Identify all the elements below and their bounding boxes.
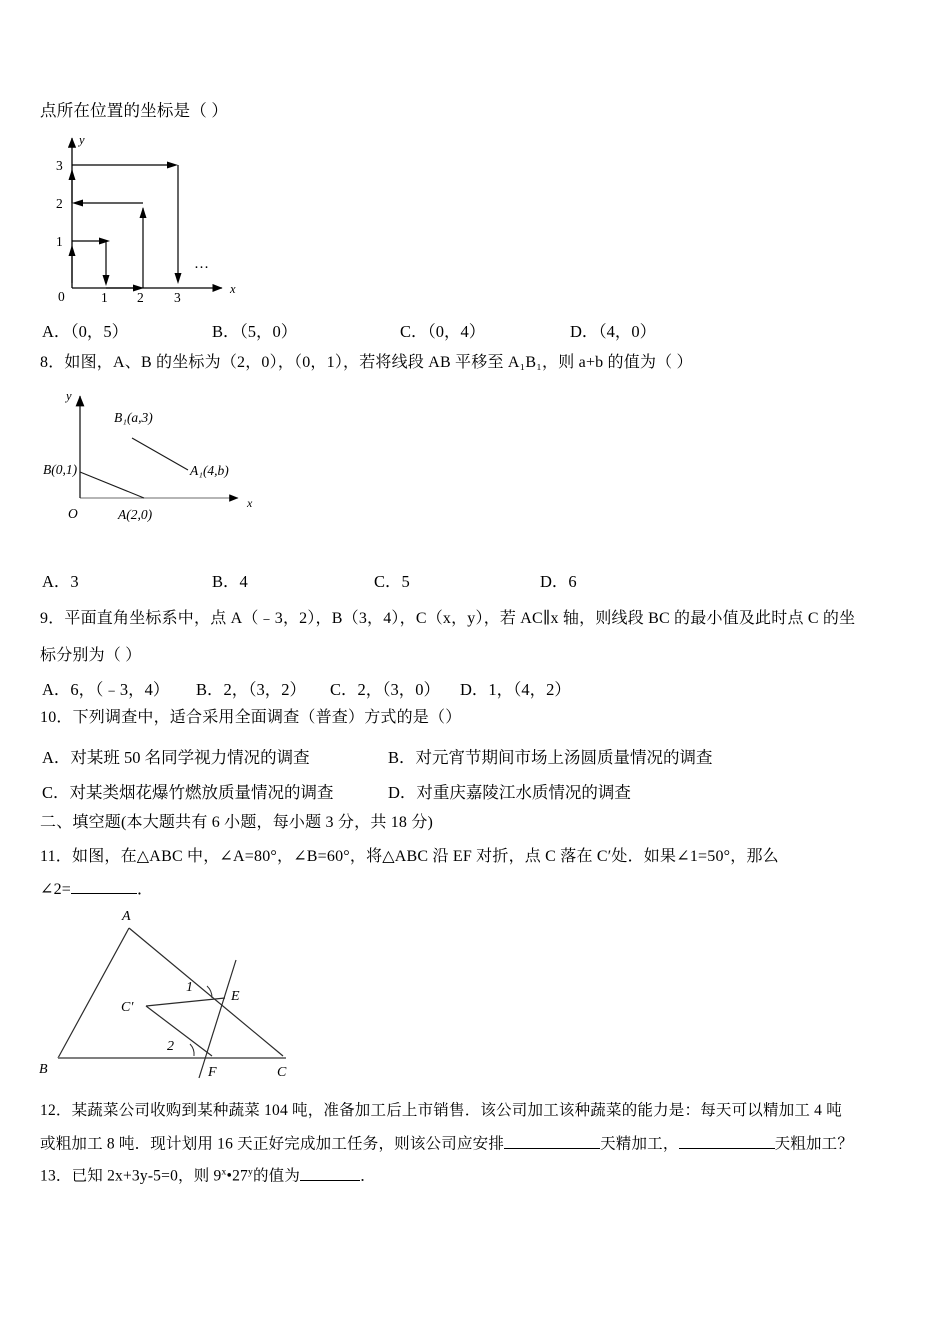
q11-label-c-prime: C′ (121, 1000, 134, 1015)
q8-options-row (0, 568, 950, 592)
q9-option-b-key: B． (196, 680, 224, 699)
q9-options-row (0, 676, 950, 700)
q7-option-a-text: （0，5） (70, 322, 129, 341)
q11-label-c: C (277, 1065, 287, 1080)
q8-option-a[interactable] (42, 568, 79, 592)
q11-label-a: A (122, 909, 131, 924)
q12-line2-part1: 或粗加工 8 吨．现计划用 16 天正好完成加工任务，则该公司应安排 (40, 1135, 505, 1153)
q8-stem: 8．如图，A、B 的坐标为（2，0），（0，1），若将线段 AB 平移至 A₁B₁，则 a+b 的值为（ ） (40, 354, 693, 371)
q7-option-b[interactable] (212, 318, 297, 342)
q7-option-d-key: D． (570, 322, 599, 341)
q8-origin-label: O (68, 506, 78, 521)
q7-ytick-1: 1 (56, 234, 63, 249)
q10-option-a-text: 对某班 50 名同学视力情况的调查 (70, 748, 310, 767)
q8-option-b-key: B． (212, 572, 240, 591)
q8-option-d[interactable] (540, 568, 577, 592)
q13-exponent-y: y (247, 1166, 253, 1178)
q11-label-f: F (208, 1065, 217, 1080)
q11-answer-blank[interactable] (71, 878, 137, 894)
q9-option-a[interactable] (42, 676, 169, 700)
q9-option-a-text: 6，（﹣3，4） (70, 680, 170, 699)
q8-label-a1: A₁(4,b) (190, 463, 229, 478)
q9-option-c-text: 2，（3，0） (357, 680, 441, 699)
q13-tail: ． (360, 1167, 376, 1185)
folded-triangle-figure (34, 906, 334, 1096)
q7-figure-staircase-graph (44, 128, 244, 303)
section2-heading: 二、填空题(本大题共有 6 小题，每小题 3 分，共 18 分) (40, 814, 434, 831)
q12-line2-part3: 天粗加工？ (774, 1135, 854, 1153)
q7-options-row (0, 318, 950, 342)
q8-y-axis-label: y (66, 389, 72, 403)
q8-option-c-key: C． (374, 572, 402, 591)
q9-option-a-key: A． (42, 680, 71, 699)
q11-label-b: B (39, 1062, 48, 1077)
q7-ellipsis: … (194, 256, 210, 272)
q13-mid: •27 (226, 1167, 248, 1185)
q7-xtick-2: 2 (137, 290, 144, 303)
q10-option-d-key: D． (388, 783, 417, 802)
q8-label-a: A(2,0) (118, 507, 153, 522)
q12-blank-fine[interactable] (504, 1133, 600, 1149)
q13-suffix: 的值为 (252, 1167, 301, 1185)
q8-label-b1: B₁(a,3) (114, 410, 153, 425)
q10-options-row-1 (0, 744, 950, 768)
q9-option-d[interactable] (460, 676, 571, 700)
q13-answer-blank[interactable] (300, 1165, 360, 1181)
q13-exponent-x: x (221, 1166, 227, 1178)
q8-option-a-text: 3 (70, 572, 79, 591)
q7-xtick-3: 3 (174, 290, 181, 303)
q9-option-c-key: C． (330, 680, 358, 699)
q10-option-c-key: C． (42, 783, 70, 802)
q10-option-d[interactable] (388, 779, 631, 803)
q11-stem-line2 (40, 878, 153, 901)
q7-option-c-key: C． (400, 322, 428, 341)
q9-option-d-text: 1，（4，2） (488, 680, 571, 699)
q7-stem-tail: 点所在位置的坐标是（ ） (40, 101, 229, 120)
staircase-lattice-path-graph (44, 128, 244, 303)
q7-option-a-key: A． (42, 322, 71, 341)
q11-angle2-suffix: ． (137, 881, 154, 899)
q9-option-c[interactable] (330, 676, 440, 700)
q7-xtick-1: 1 (101, 290, 108, 303)
q7-x-axis-label: x (230, 282, 236, 296)
q11-stem-line1: 11．如图，在△ABC 中，∠A=80°，∠B=60°，将△ABC 沿 EF 对折，点 C 落在 C′处．如果∠1=50°，那么 (40, 848, 779, 865)
q12-line2 (40, 1133, 853, 1156)
q11-label-e: E (231, 989, 240, 1004)
q8-option-a-key: A． (42, 572, 71, 591)
q7-option-c[interactable] (400, 318, 485, 342)
q10-options-row-2 (0, 779, 950, 803)
q13-line (40, 1165, 376, 1188)
q10-option-b-text: 对元宵节期间市场上汤圆质量情况的调查 (415, 748, 713, 767)
q7-origin-label: 0 (58, 289, 65, 303)
q13-prefix: 13．已知 2x+3y-5=0，则 9 (40, 1167, 222, 1185)
q8-figure-translation-graph (40, 378, 290, 538)
q11-figure-folded-triangle (34, 906, 334, 1096)
q7-ytick-2: 2 (56, 196, 63, 211)
q9-stem-line2: 标分别为（ ） (40, 647, 142, 664)
q11-angle2-prefix: ∠2= (40, 881, 72, 899)
q12-line1: 12．某蔬菜公司收购到某种蔬菜 104 吨，准备加工后上市销售．该公司加工该种蔬菜的能力是：每天可以精加工 4 吨 (40, 1102, 842, 1119)
q10-option-c-text: 对某类烟花爆竹燃放质量情况的调查 (69, 783, 334, 802)
q10-option-c[interactable] (42, 779, 334, 803)
q8-option-d-text: 6 (568, 572, 577, 591)
q10-option-d-text: 对重庆嘉陵江水质情况的调查 (416, 783, 631, 802)
q7-option-a[interactable] (42, 318, 128, 342)
q9-option-b-text: 2，（3，2） (223, 680, 307, 699)
q10-option-b-key: B． (388, 748, 416, 767)
q8-option-c[interactable] (374, 568, 410, 592)
q9-option-b[interactable] (196, 676, 306, 700)
q8-x-axis-label: x (247, 496, 253, 510)
q10-option-b[interactable] (388, 744, 713, 768)
q7-y-axis-label: y (79, 133, 85, 147)
q9-stem-line1: 9．平面直角坐标系中，点 A（﹣3，2），B（3，4），C（x，y），若 AC∥x 轴，则线段 BC 的最小值及此时点 C 的坐 (40, 610, 856, 627)
q7-option-d-text: （4，0） (598, 322, 657, 341)
q10-stem: 10．下列调查中，适合采用全面调查（普查）方式的是（） (40, 709, 462, 726)
q8-option-c-text: 5 (401, 572, 410, 591)
q8-label-b: B(0,1) (43, 462, 78, 477)
q7-option-d[interactable] (570, 318, 656, 342)
q8-option-d-key: D． (540, 572, 569, 591)
q11-label-angle1: 1 (186, 980, 193, 995)
q12-blank-coarse[interactable] (679, 1133, 775, 1149)
q10-option-a[interactable] (42, 744, 310, 768)
translation-segment-graph (40, 378, 290, 538)
q11-label-angle2: 2 (167, 1039, 174, 1054)
q8-option-b-text: 4 (239, 572, 248, 591)
q12-line2-part2: 天精加工， (600, 1135, 679, 1153)
q7-ytick-3: 3 (56, 158, 63, 173)
q7-option-b-text: （5，0） (239, 322, 298, 341)
q9-option-d-key: D． (460, 680, 489, 699)
q7-option-b-key: B． (212, 322, 240, 341)
q8-option-b[interactable] (212, 568, 248, 592)
q7-option-c-text: （0，4） (427, 322, 486, 341)
q10-option-a-key: A． (42, 748, 71, 767)
